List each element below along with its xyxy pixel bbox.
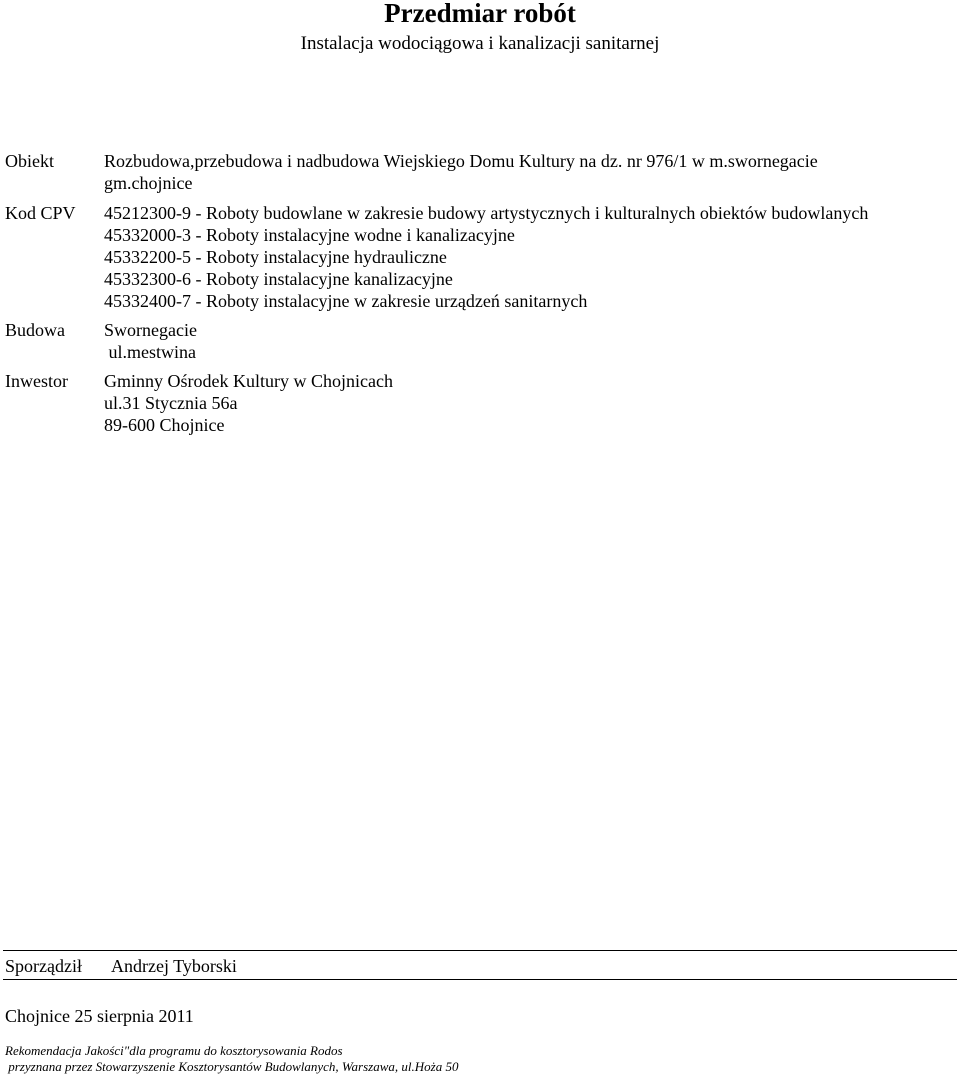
place-date: Chojnice 25 sierpnia 2011	[5, 1006, 194, 1026]
inwestor-value	[104, 370, 393, 436]
recommendation-line-2: przyznana przez Stowarzyszenie Kosztorysantów Budowlanych, Warszawa, ul.Hoża 50	[5, 1059, 459, 1074]
recommendation-line-1: Rekomendacja Jakości"dla programu do kosztorysowania Rodos	[5, 1043, 343, 1058]
prepared-by-name: Andrzej Tyborski	[111, 956, 237, 976]
kod-cpv-line: 45332400-7 - Roboty instalacyjne w zakresie urządzeń sanitarnych	[104, 291, 588, 311]
inwestor-label: Inwestor	[5, 371, 68, 391]
inwestor-line: Gminny Ośrodek Kultury w Chojnicach	[104, 371, 393, 391]
inwestor-line: ul.31 Stycznia 56a	[104, 393, 238, 413]
budowa-line: ul.mestwina	[104, 342, 196, 362]
kod-cpv-line: 45332300-6 - Roboty instalacyjne kanalizacyjne	[104, 269, 453, 289]
kod-cpv-line: 45332000-3 - Roboty instalacyjne wodne i kanalizacyjne	[104, 225, 515, 245]
obiekt-label: Obiekt	[5, 151, 54, 171]
page-subtitle: Instalacja wodociągowa i kanalizacji sanitarnej	[300, 33, 660, 54]
obiekt-line: gm.chojnice	[104, 173, 193, 193]
kod-cpv-line: 45332200-5 - Roboty instalacyjne hydrauliczne	[104, 247, 447, 267]
kod-cpv-line: 45212300-9 - Roboty budowlane w zakresie budowy artystycznych i kulturalnych obiektów budowlanych	[104, 203, 869, 223]
page-title: Przedmiar robót	[384, 0, 576, 28]
kod-cpv-label: Kod CPV	[5, 203, 76, 223]
obiekt-value	[104, 150, 818, 194]
budowa-line: Swornegacie	[104, 320, 197, 340]
footer-divider-top	[3, 950, 957, 951]
kod-cpv-value	[104, 202, 868, 312]
prepared-by-label: Sporządził	[5, 956, 82, 976]
footer-divider-bottom	[3, 979, 957, 980]
budowa-label: Budowa	[5, 320, 65, 340]
obiekt-line: Rozbudowa,przebudowa i nadbudowa Wiejskiego Domu Kultury na dz. nr 976/1 w m.swornegacie	[104, 151, 818, 171]
inwestor-line: 89-600 Chojnice	[104, 415, 225, 435]
budowa-value	[104, 319, 197, 363]
